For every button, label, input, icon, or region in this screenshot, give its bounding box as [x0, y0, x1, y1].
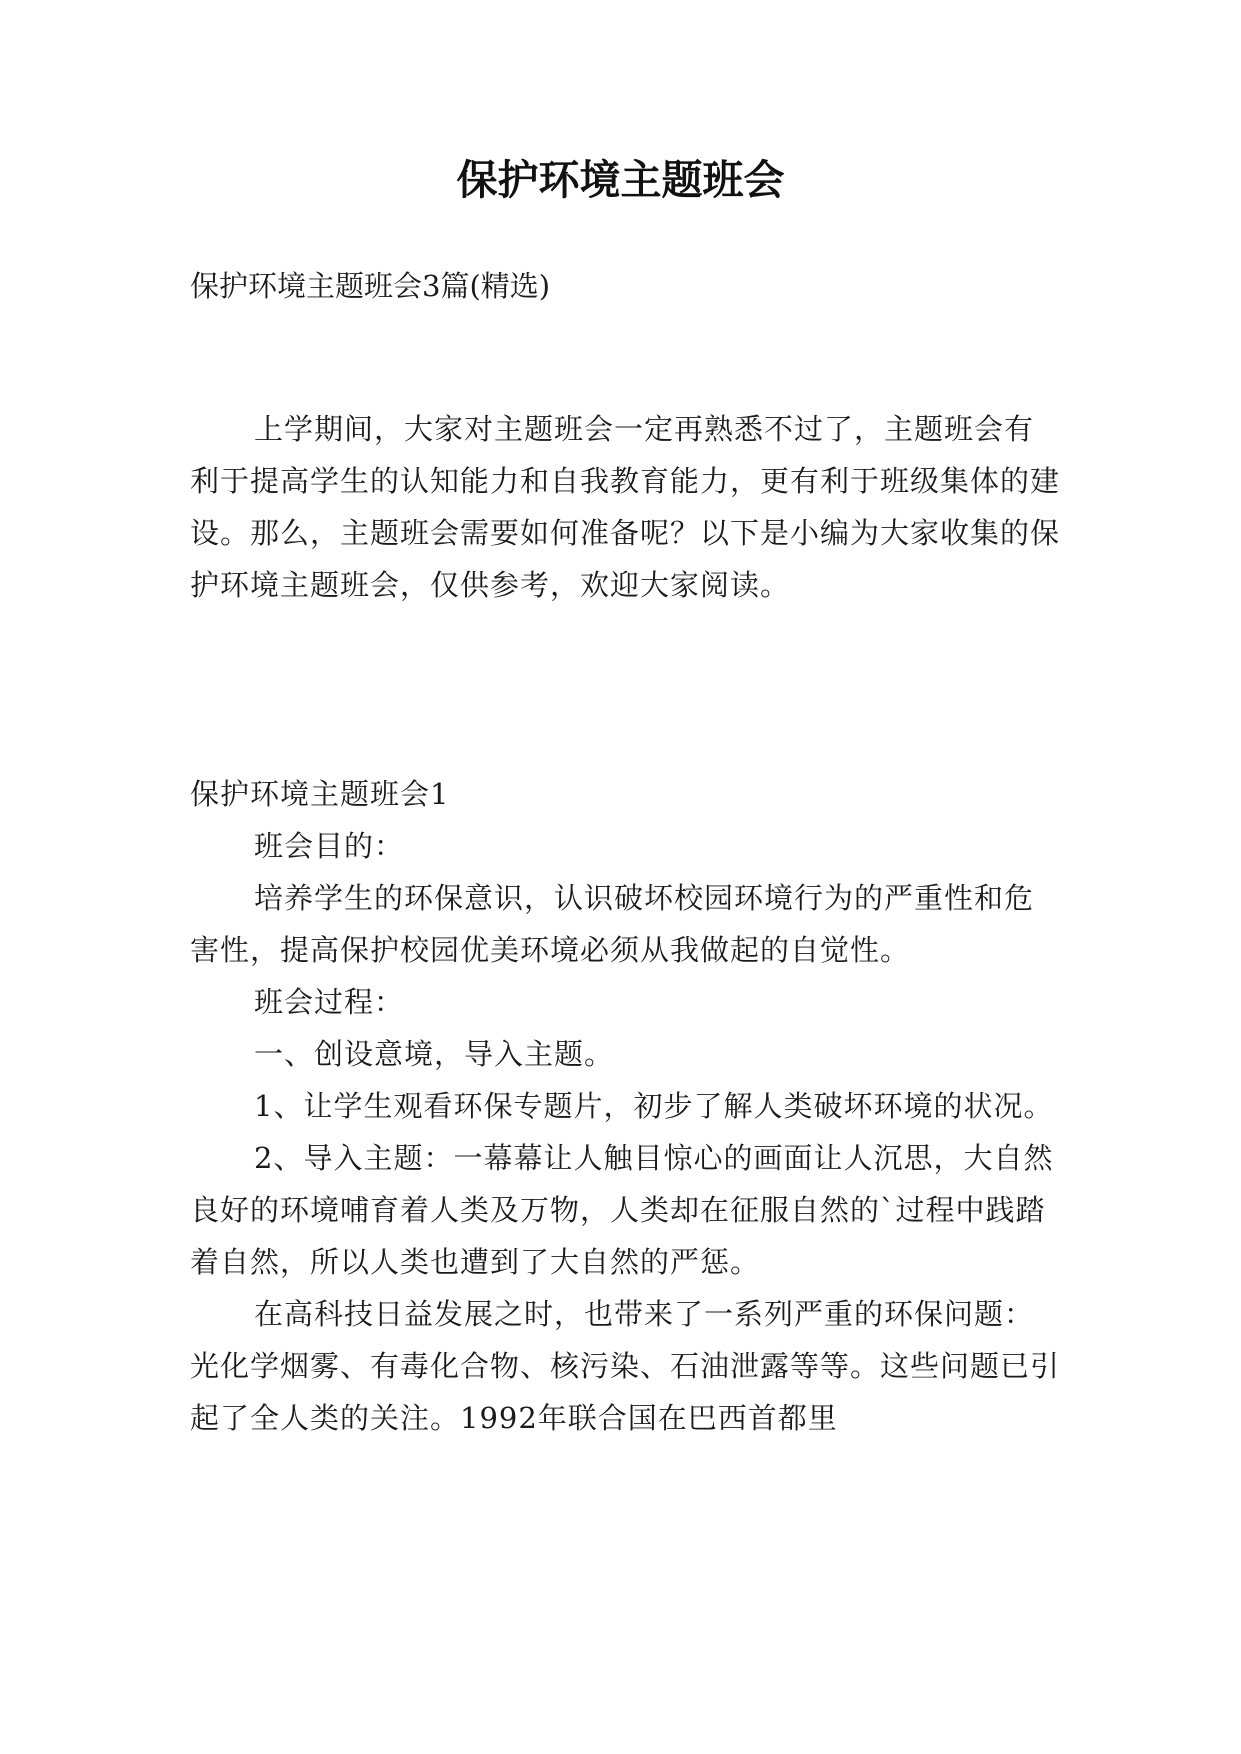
document-title: 保护环境主题班会	[456, 156, 785, 204]
paragraph-hightech: 在高科技日益发展之时，也带来了一系列严重的环保问题：光化学烟雾、有毒化合物、核污染、石油泄露等等。这些问题已引起了全人类的关注。1992年联合国在巴西首都里	[190, 1297, 1061, 1435]
paragraph-item-2: 2、导入主题：一幕幕让人触目惊心的画面让人沉思，大自然良好的环境哺育着人类及万物，人类却在征服自然的`过程中践踏着自然，所以人类也遭到了大自然的严惩。	[190, 1141, 1054, 1279]
document-subtitle: 保护环境主题班会3篇(精选)	[190, 269, 551, 303]
paragraph-purpose-text: 培养学生的环保意识，认识破坏校园环境行为的严重性和危害性，提高保护校园优美环境必须从我做起的自觉性。	[190, 881, 1035, 967]
intro-paragraph: 上学期间，大家对主题班会一定再熟悉不过了，主题班会有利于提高学生的认知能力和自我教育能力，更有利于班级集体的建设。那么，主题班会需要如何准备呢？以下是小编为大家收集的保护环境主题班会，仅供参考，欢迎大家阅读。	[190, 412, 1061, 602]
section-heading: 保护环境主题班会1	[190, 777, 450, 811]
paragraph-item-1: 1、让学生观看环保专题片，初步了解人类破坏环境的状况。	[254, 1089, 1054, 1123]
paragraph-step-one: 一、创设意境，导入主题。	[254, 1037, 615, 1071]
section-block	[190, 768, 1060, 1444]
paragraph-purpose-label: 班会目的：	[254, 829, 405, 863]
paragraph-process-label: 班会过程：	[254, 985, 405, 1019]
intro-block	[190, 403, 1060, 611]
